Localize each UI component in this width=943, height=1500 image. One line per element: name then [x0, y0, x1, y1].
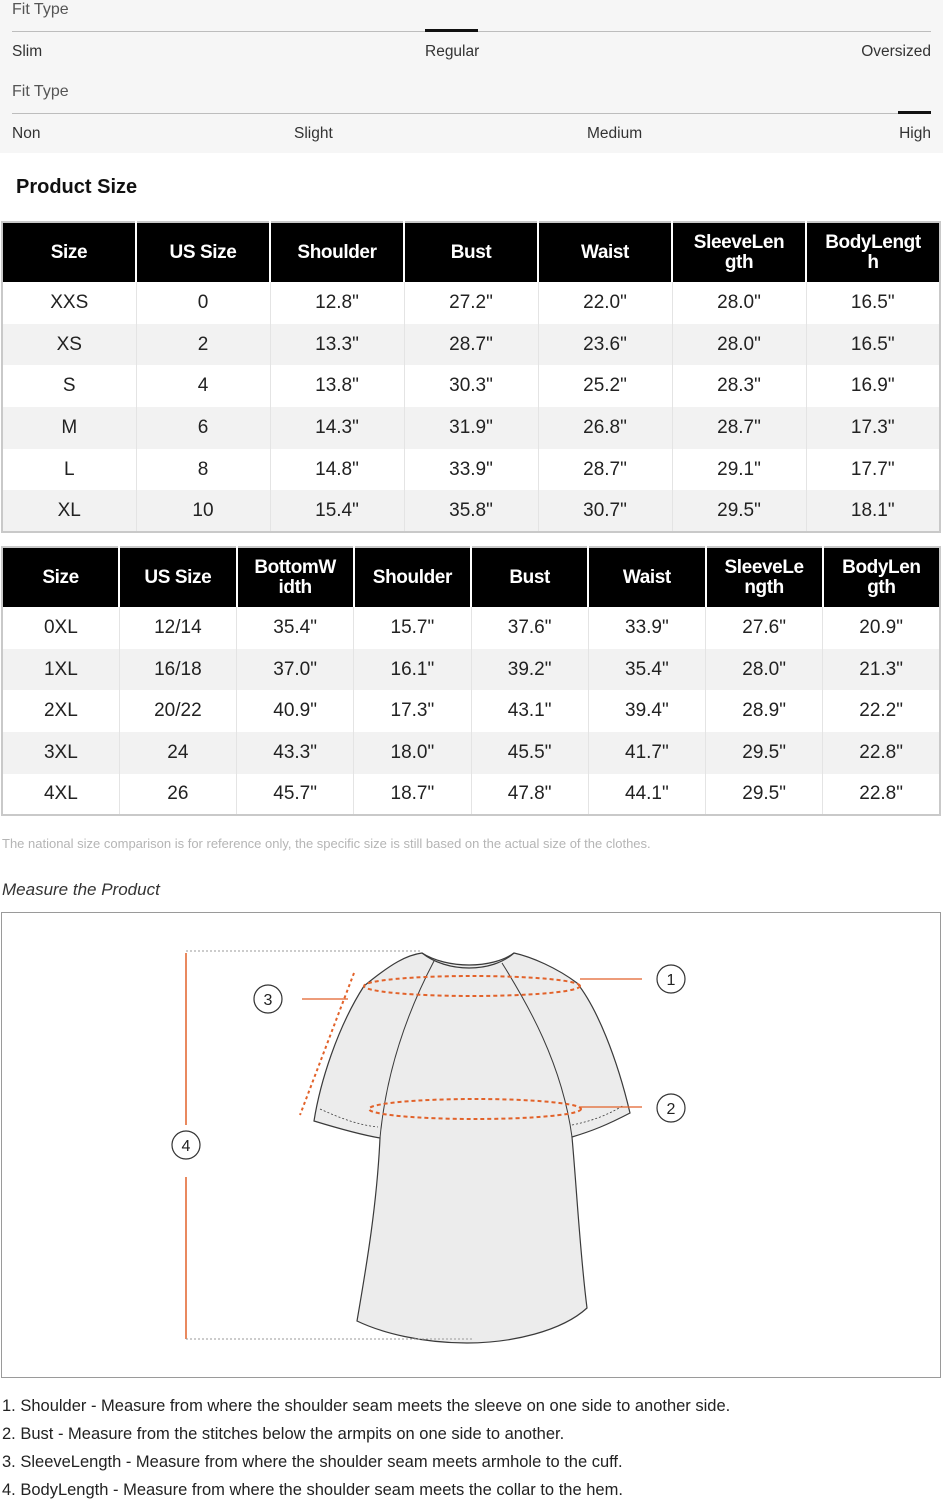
- table-cell: 3XL: [2, 732, 119, 774]
- table-cell: 18.7": [354, 774, 471, 816]
- table-cell: 13.8": [270, 365, 404, 407]
- table-cell: 0XL: [43, 616, 78, 638]
- table-row: [2, 690, 940, 732]
- instruction-sleeve-length: 3. SleeveLength - Measure from where the shoulder seam meets armhole to the cuff.: [2, 1453, 623, 1471]
- measure-product-title: Measure the Product: [2, 880, 160, 899]
- column-header: Shoulder: [270, 222, 404, 282]
- table-cell: 16/18: [119, 649, 236, 691]
- table-cell: 29.5": [672, 490, 806, 532]
- table-cell: M: [2, 407, 136, 449]
- table-cell: 13.3": [270, 324, 404, 366]
- table-cell: 28.0": [672, 324, 806, 366]
- table-cell: 45.7": [237, 774, 354, 816]
- table-cell: 39.4": [588, 690, 705, 732]
- table-cell: 43.1": [471, 690, 588, 732]
- table-cell: 37.6": [471, 607, 588, 649]
- column-header: SleeveLe ngth: [706, 547, 823, 607]
- table-cell: 25.2": [538, 365, 672, 407]
- fit-type-track: [12, 113, 931, 114]
- fit-option-regular: Regular: [425, 43, 480, 60]
- table-row: [2, 607, 940, 649]
- table-cell: 35.8": [404, 490, 538, 532]
- measure-instructions: [2, 1392, 940, 1500]
- measure-diagram: [1, 912, 941, 1378]
- table-cell: 33.9": [404, 449, 538, 491]
- column-header: Shoulder: [354, 547, 471, 607]
- table-cell: 40.9": [237, 690, 354, 732]
- instruction-bust: 2. Bust - Measure from the stitches below the armpits on one side to another.: [2, 1425, 565, 1443]
- column-header: US Size: [136, 222, 270, 282]
- table-cell: 21.3": [823, 649, 940, 691]
- column-header: BodyLen gth: [823, 547, 940, 607]
- table-cell: 12/14: [119, 607, 236, 649]
- table-cell: 17.3": [354, 690, 471, 732]
- column-header: US Size: [119, 547, 236, 607]
- table-cell: 24: [119, 732, 236, 774]
- table-cell: 29.1": [672, 449, 806, 491]
- fit-type-selected-marker: [425, 29, 478, 32]
- table-cell: 37.0": [237, 649, 354, 691]
- fit-option-slight: Slight: [294, 125, 333, 142]
- table-cell: 43.3": [237, 732, 354, 774]
- table-cell: 28.9": [706, 690, 823, 732]
- fit-option-medium: Medium: [587, 125, 643, 142]
- table-cell: 31.9": [404, 407, 538, 449]
- size-table-regular: [1, 221, 941, 533]
- size-table-plus: [1, 546, 941, 816]
- table-cell: 15.7": [354, 607, 471, 649]
- column-header: Waist: [588, 547, 705, 607]
- table-cell: 28.7": [538, 449, 672, 491]
- table-cell: 2XL: [43, 700, 78, 722]
- table-cell: 22.2": [823, 690, 940, 732]
- column-header: Waist: [538, 222, 672, 282]
- tshirt-diagram: [2, 913, 942, 1379]
- table-cell: 22.8": [823, 774, 940, 816]
- fit-option-oversized: Oversized: [861, 43, 931, 60]
- column-header: SleeveLen gth: [672, 222, 806, 282]
- table-row: [2, 282, 940, 324]
- fit-type-title: Fit Type: [12, 83, 69, 100]
- table-cell: 17.3": [806, 407, 940, 449]
- table-cell: 18.0": [354, 732, 471, 774]
- table-cell: 20.9": [823, 607, 940, 649]
- table-cell: 45.5": [471, 732, 588, 774]
- table-cell: S: [62, 375, 76, 397]
- marker-4-label: 4: [181, 1138, 191, 1155]
- table-cell: 2: [136, 324, 270, 366]
- tshirt-outline: [314, 953, 630, 1343]
- fit-option-high: High: [899, 125, 931, 142]
- column-header: Bust: [404, 222, 538, 282]
- table-row: [2, 365, 940, 407]
- table-cell: 16.9": [806, 365, 940, 407]
- fit-option-slim: Slim: [12, 43, 43, 60]
- table-cell: 22.8": [823, 732, 940, 774]
- table-cell: 4: [136, 365, 270, 407]
- table-row: [2, 732, 940, 774]
- table-cell: 30.7": [538, 490, 672, 532]
- table-row: [2, 407, 940, 449]
- column-header: BodyLengt h: [806, 222, 940, 282]
- marker-3: [254, 985, 282, 1013]
- table-cell: 4XL: [43, 783, 78, 805]
- fit-type-panel: [0, 0, 943, 153]
- table-cell: 28.7": [404, 324, 538, 366]
- table-row: [2, 649, 940, 691]
- table-cell: XS: [2, 324, 136, 366]
- marker-2-label: 2: [666, 1101, 676, 1118]
- table-row: [2, 774, 940, 816]
- table-cell: L: [63, 458, 75, 480]
- table-cell: 41.7": [588, 732, 705, 774]
- table-cell: 18.1": [806, 490, 940, 532]
- table-cell: 1XL: [2, 649, 119, 691]
- table-cell: 26: [119, 774, 236, 816]
- marker-1-label: 1: [666, 972, 676, 989]
- instruction-shoulder: 1. Shoulder - Measure from where the shoulder seam meets the sleeve on one side to another side.: [2, 1397, 731, 1415]
- table-cell: 44.1": [588, 774, 705, 816]
- table-cell: 14.3": [270, 407, 404, 449]
- instruction-body-length: 4. BodyLength - Measure from where the shoulder seam meets the collar to the hem.: [2, 1481, 623, 1499]
- table-cell: 35.4": [237, 607, 354, 649]
- fit-option-non: Non: [12, 125, 41, 142]
- table-cell: 35.4": [588, 649, 705, 691]
- table-cell: 29.5": [706, 732, 823, 774]
- table-cell: 39.2": [471, 649, 588, 691]
- table-cell: 12.8": [270, 282, 404, 324]
- table-cell: XXS: [50, 291, 89, 313]
- table-row: [2, 324, 940, 366]
- table-cell: 28.3": [672, 365, 806, 407]
- marker-3-label: 3: [263, 992, 273, 1009]
- table-cell: XL: [2, 490, 136, 532]
- table-cell: 28.0": [672, 282, 806, 324]
- table-cell: 27.2": [404, 282, 538, 324]
- marker-4: [172, 1131, 200, 1159]
- marker-2: [657, 1094, 685, 1122]
- table-header-row: [2, 547, 940, 607]
- table-cell: 8: [136, 449, 270, 491]
- table-cell: 23.6": [538, 324, 672, 366]
- table-cell: 29.5": [706, 774, 823, 816]
- table-header-row: [2, 222, 940, 282]
- table-cell: 27.6": [706, 607, 823, 649]
- table-cell: 28.7": [672, 407, 806, 449]
- table-cell: 16.5": [806, 282, 940, 324]
- size-reference-note: The national size comparison is for reference only, the specific size is still based on the actual size of the clothes.: [2, 836, 651, 851]
- marker-1: [657, 965, 685, 993]
- column-header: BottomW idth: [237, 547, 354, 607]
- table-cell: 22.0": [538, 282, 672, 324]
- table-cell: 14.8": [270, 449, 404, 491]
- table-cell: 30.3": [404, 365, 538, 407]
- fit-type-selected-marker: [898, 111, 931, 114]
- table-row: [2, 490, 940, 532]
- table-cell: 26.8": [538, 407, 672, 449]
- table-cell: 6: [136, 407, 270, 449]
- table-cell: 47.8": [471, 774, 588, 816]
- table-cell: 28.0": [706, 649, 823, 691]
- table-cell: 0: [136, 282, 270, 324]
- table-cell: 20/22: [119, 690, 236, 732]
- table-cell: 15.4": [270, 490, 404, 532]
- table-cell: 10: [136, 490, 270, 532]
- table-row: [2, 449, 940, 491]
- table-cell: 17.7": [806, 449, 940, 491]
- product-size-title: Product Size: [16, 176, 138, 198]
- column-header: Size: [2, 547, 119, 607]
- column-header: Bust: [471, 547, 588, 607]
- table-cell: 16.5": [806, 324, 940, 366]
- fit-type-title: Fit Type: [12, 1, 69, 18]
- column-header: Size: [2, 222, 136, 282]
- table-cell: 16.1": [354, 649, 471, 691]
- table-cell: 33.9": [588, 607, 705, 649]
